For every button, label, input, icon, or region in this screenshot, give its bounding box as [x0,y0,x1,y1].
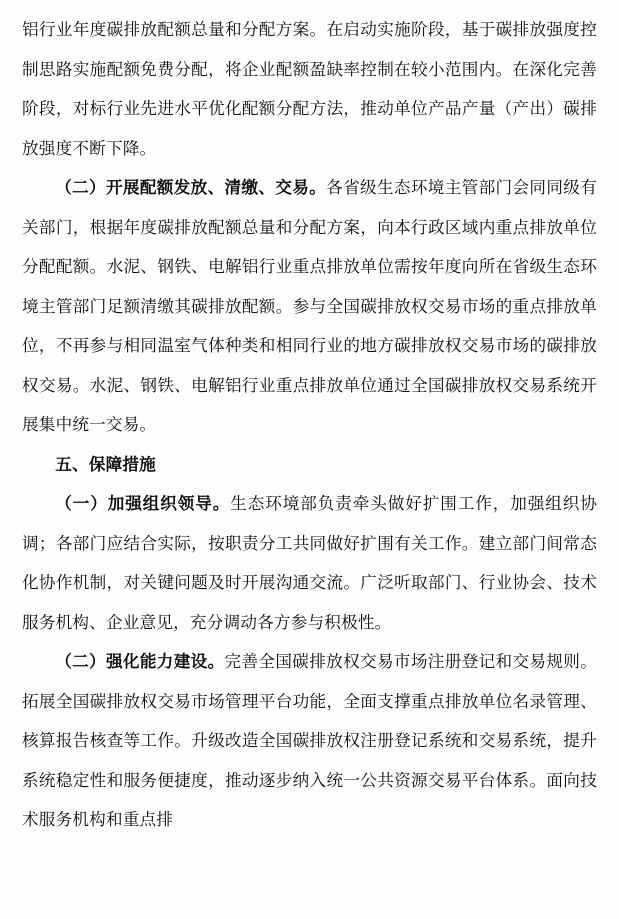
paragraph-continuation: 铝行业年度碳排放配额总量和分配方案。在启动实施阶段，基于碳排放强度控制思路实施配额免费分配，将企业配额盈缺率控制在较小范围内。在深化完善阶段，对标行业先进水平优化配额分配方法，推动单位产品产量（产出）碳排放强度不断下降。 [22,20,597,158]
paragraph-text-capacity-building: 完善全国碳排放权交易市场注册登记和交易规则。拓展全国碳排放权交易市场管理平台功能，全面支撑重点排放单位名录管理、核算报告核查等工作。升级改造全国碳排放权注册登记系统和交易系统，提升系统稳定性和服务便捷度，推动逐步纳入统一公共资源交易平台体系。面向技术服务机构和重点排 [22,652,597,829]
section-heading-safeguards: 五、保障措施 [55,453,156,474]
paragraph-lead-organizational-leadership: （一）加强组织领导。 [55,493,231,513]
paragraph-lead-quota-issuance: （二）开展配额发放、清缴、交易。 [55,177,327,197]
paragraph-capacity-building [22,642,597,840]
paragraph-lead-capacity-building: （二）强化能力建设。 [55,651,225,671]
document-body [22,10,597,840]
paragraph-quota-issuance [22,168,597,445]
paragraph-text-organizational-leadership: 生态环境部负责牵头做好扩围工作，加强组织协调；各部门应结合实际，按职责分工共同做好扩围有关工作。建立部门间常态化协作机制，对关键问题及时开展沟通交流。广泛听取部门、行业协会、技术服务机构、企业意见，充分调动各方参与积极性。 [22,494,598,632]
paragraph-organizational-leadership [22,484,597,642]
paragraph-text-quota-issuance: 各省级生态环境主管部门会同同级有关部门，根据年度碳排放配额总量和分配方案，向本行政区域内重点排放单位分配配额。水泥、钢铁、电解铝行业重点排放单位需按年度向所在省级生态环境主管部门足额清缴其碳排放配额。参与全国碳排放权交易市场的重点排放单位，不再参与相同温室气体种类和相同行业的地方碳排放权交易市场的碳排放权交易。水泥、钢铁、电解铝行业重点排放单位通过全国碳排放权交易系统开展集中统一交易。 [22,178,598,434]
